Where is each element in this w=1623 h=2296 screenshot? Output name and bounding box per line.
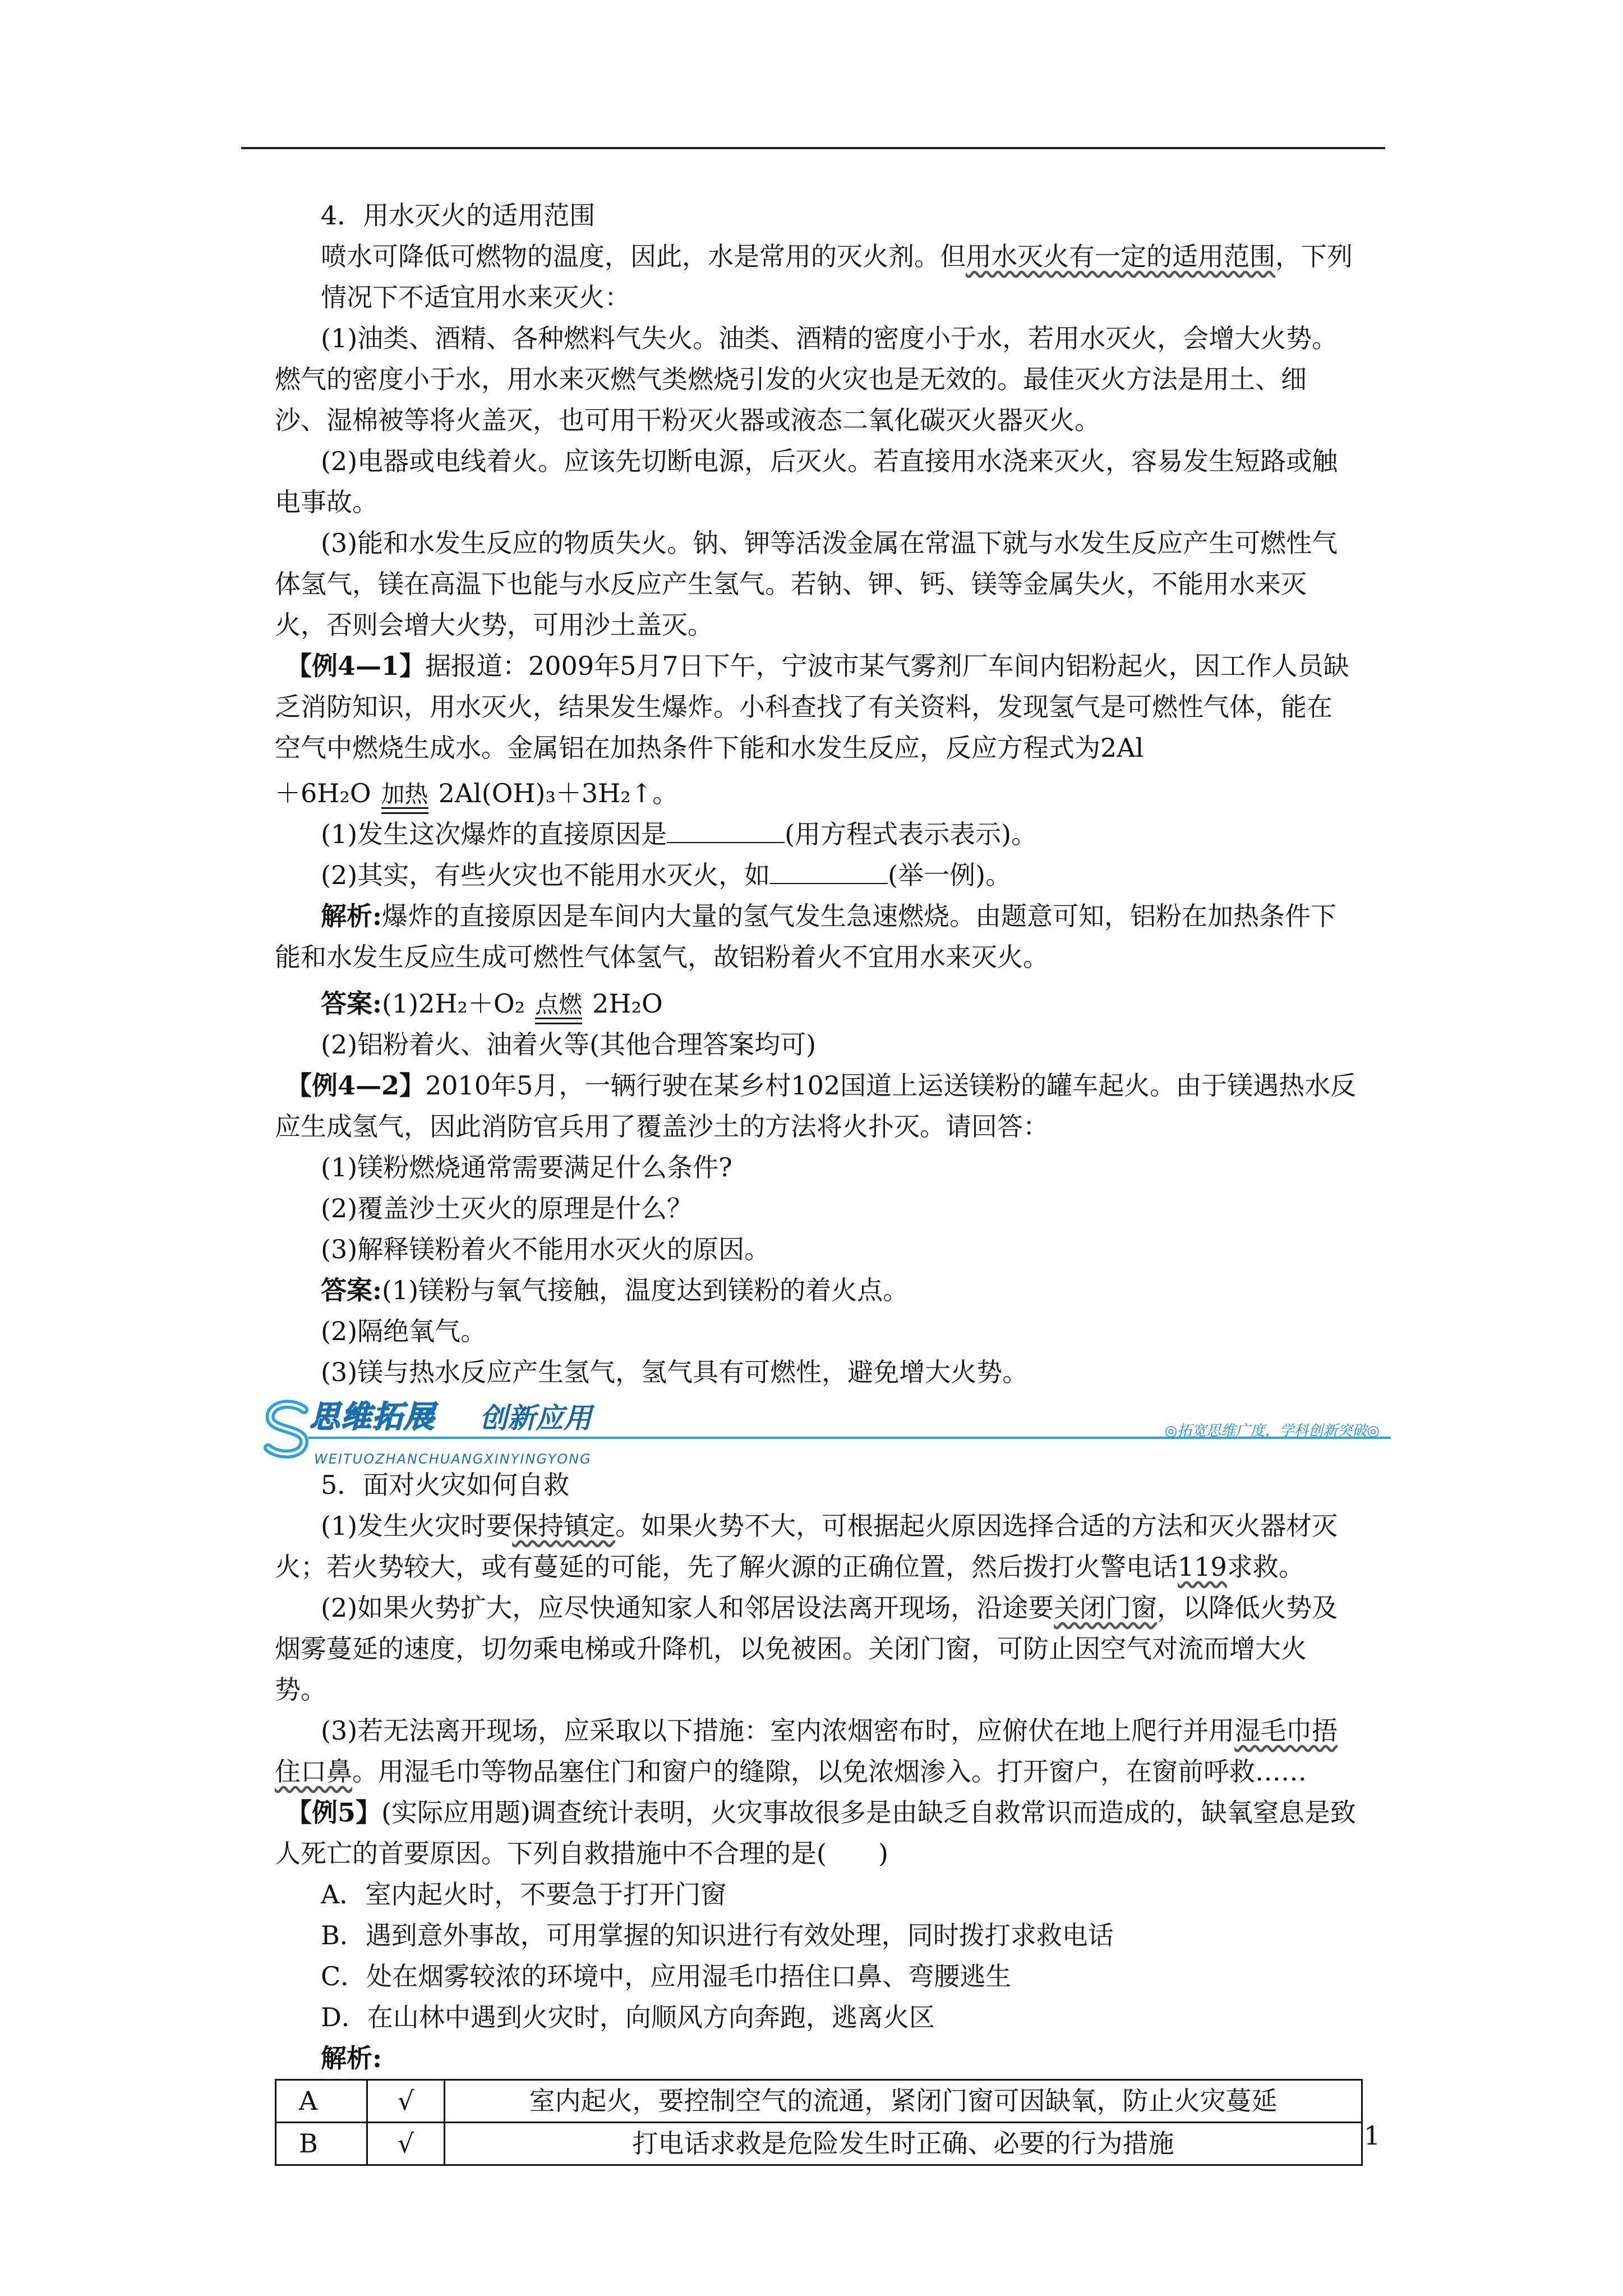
option-c: C．处在烟雾较浓的环境中，应用湿毛巾捂住口鼻、弯腰逃生 <box>321 1961 1012 1991</box>
answer-blank[interactable] <box>770 861 888 884</box>
reaction-condition: 点燃 <box>535 992 582 1024</box>
example-4-2-answer-2: (2)隔绝氧气。 <box>321 1316 487 1346</box>
key-phrase: 用水灭火有一定的适用范围 <box>966 241 1275 272</box>
example-4-1-analysis: 解析:爆炸的直接原因是车间内大量的氢气发生急速燃烧。由题意可知，铝粉在加热条件下能和水发生反应生成可燃性气体氢气，故铝粉着火不宜用水来灭火。 <box>275 901 1336 972</box>
banner-pinyin: WEITUOZHANCHUANGXINYINGYONG <box>314 1451 592 1467</box>
example-label: 【例4—2】 <box>286 1070 426 1101</box>
banner-title: 思维拓展 <box>310 1399 435 1434</box>
section-5-item-1: (1)发生火灾时要保持镇定。如果火势不大，可根据起火原因选择合适的方法和灭火器材灭火；若火势较大，或有蔓延的可能，先了解火源的正确位置，然后拨打火警电话119求救。 <box>275 1511 1338 1582</box>
answer-blank[interactable] <box>667 820 785 843</box>
example-4-2-answer-1: 答案:(1)镁粉与氧气接触，温度达到镁粉的着火点。 <box>321 1275 909 1305</box>
example-4-1-equation: ＋6H₂O 加热 2Al(OH)₃＋3H₂↑。 <box>275 773 1357 814</box>
banner-subtitle: 创新应用 <box>479 1402 592 1434</box>
option-cell: A <box>276 2080 367 2123</box>
mark-cell: √ <box>367 2123 445 2165</box>
option-cell: B <box>276 2123 367 2165</box>
example-label: 【例5】 <box>286 1797 382 1828</box>
content <box>275 195 1380 2166</box>
example-4-2-question-1: (1)镁粉燃烧通常需要满足什么条件? <box>321 1152 732 1182</box>
example-5-stem: 【例5】(实际应用题)调查统计表明，火灾事故很多是由缺乏自救常识而造成的，缺氧窒息是致人死亡的首要原因。下列自救措施中不合理的是( ) <box>275 1797 1356 1869</box>
example-4-1-question-2: (2)其实，有些火灾也不能用水灭火，如 (举一例)。 <box>321 860 1012 890</box>
reason-cell: 室内起火，要控制空气的流通，紧闭门窗可因缺氧，防止火灾蔓延 <box>445 2080 1362 2123</box>
section-4-item-2: (2)电器或电线着火。应该先切断电源，后灭火。若直接用水浇来灭火，容易发生短路或触电事故。 <box>275 446 1338 517</box>
example-4-2-answer-3: (3)镁与热水反应产生氢气，氢气具有可燃性，避免增大火势。 <box>321 1357 1029 1387</box>
section-4-item-1: (1)油类、酒精、各种燃料气失火。油类、酒精的密度小于水，若用水灭火，会增大火势。燃气的密度小于水，用水来灭燃气类燃烧引发的火灾也是无效的。最佳灭火方法是用土、细沙、湿棉被等将火盖灭，也可用干粉灭火器或液态二氧化碳灭火器灭火。 <box>275 323 1338 435</box>
section-4-item-3: (3)能和水发生反应的物质失火。钠、钾等活泼金属在常温下就与水发生反应产生可燃性气体氢气，镁在高温下也能与水反应产生氢气。若钠、钾、钙、镁等金属失火，不能用水来灭火，否则会增大火势，可用沙土盖灭。 <box>275 528 1338 640</box>
section-5-item-2: (2)如果火势扩大，应尽快通知家人和邻居设法离开现场，沿途要关闭门窗，以降低火势及烟雾蔓延的速度，切勿乘电梯或升降机，以免被困。关闭门窗，可防止因空气对流而增大火势。 <box>275 1593 1338 1705</box>
reaction-condition: 加热 <box>381 781 428 814</box>
table-row <box>276 2080 1362 2123</box>
section-5-title: 5．面对火灾如何自救 <box>321 1470 570 1500</box>
example-4-2-question-3: (3)解释镁粉着火不能用水灭火的原因。 <box>321 1234 771 1264</box>
section-banner <box>258 1397 1385 1467</box>
example-4-1-answer-2: (2)铝粉着火、油着火等(其他合理答案均可) <box>321 1029 817 1060</box>
example-label: 【例4—1】 <box>286 651 426 681</box>
section-4-title: 4．用水灭火的适用范围 <box>321 200 596 231</box>
example-5-analysis-label: 解析: <box>321 2043 382 2073</box>
example-4-2-stem: 【例4—2】2010年5月，一辆行驶在某乡村102国道上运送镁粉的罐车起火。由于镁遇热水反应生成氢气，因此消防官兵用了覆盖沙土的方法将火扑灭。请回答： <box>275 1070 1357 1142</box>
example-4-2-question-2: (2)覆盖沙土灭火的原理是什么？ <box>321 1193 693 1223</box>
table-row <box>276 2123 1362 2165</box>
analysis-table <box>275 2079 1363 2166</box>
option-d: D．在山林中遇到火灾时，向顺风方向奔跑，逃离火区 <box>321 2002 935 2032</box>
page-number: 1 <box>1364 2120 1381 2151</box>
example-4-1-answer-1: 答案:(1)2H₂＋O₂ 点燃 2H₂O <box>275 983 1357 1024</box>
mark-cell: √ <box>367 2080 445 2123</box>
section-4-intro: 喷水可降低可燃物的温度，因此，水是常用的灭火剂。但用水灭火有一定的适用范围，下列情况下不适宜用水来灭火： <box>321 241 1353 312</box>
option-a: A．室内起火时，不要急于打开门窗 <box>321 1879 727 1910</box>
example-4-1-stem: 【例4—1】据报道：2009年5月7日下午，宁波市某气雾剂厂车间内铝粉起火，因工作人员缺乏消防知识，用水灭火，结果发生爆炸。小科查找了有关资料，发现氢气是可燃性气体，能在空气中燃烧生成水。金属铝在加热条件下能和水发生反应，反应方程式为2Al <box>275 651 1349 763</box>
reason-cell: 打电话求救是危险发生时正确、必要的行为措施 <box>445 2123 1362 2165</box>
header-rule <box>241 147 1385 149</box>
section-5-item-3: (3)若无法离开现场，应采取以下措施：室内浓烟密布时，应俯伏在地上爬行并用湿毛巾捂住口鼻。用湿毛巾等物品塞住门和窗户的缝隙，以免浓烟渗入。打开窗户，在窗前呼救…… <box>275 1715 1338 1787</box>
banner-tagline: ◎拓宽思维广度，学科创新突破◎ <box>1164 1423 1380 1439</box>
option-b: B．遇到意外事故，可用掌握的知识进行有效处理，同时拨打求救电话 <box>321 1920 1114 1950</box>
example-4-1-question-1: (1)发生这次爆炸的直接原因是 (用方程式表示表示)。 <box>321 819 1038 849</box>
